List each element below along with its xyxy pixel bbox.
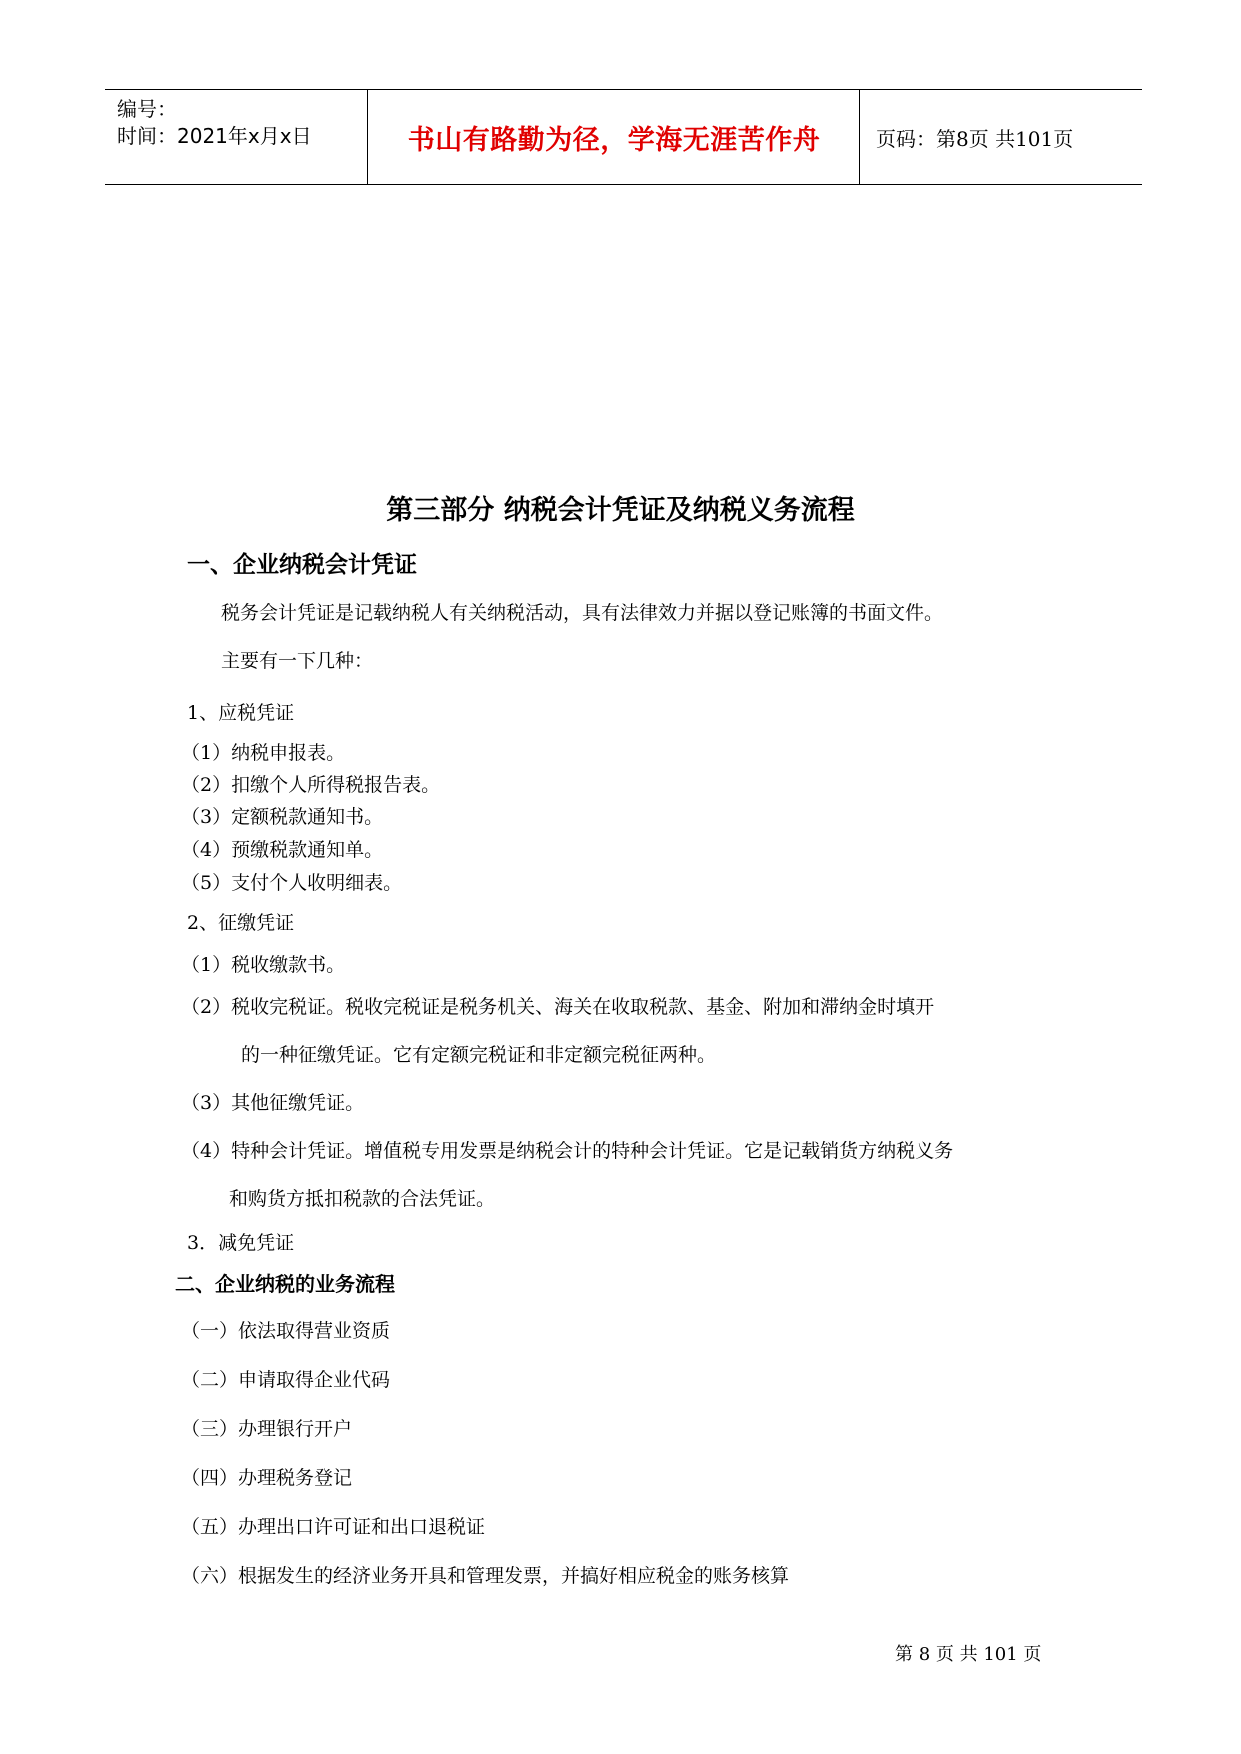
section1-intro: 税务会计凭证是记载纳税人有关纳税活动，具有法律效力并据以登记账簿的书面文件。 bbox=[221, 602, 944, 624]
page-footer: 第 8 页 共 101 页 bbox=[895, 1644, 1042, 1665]
list-item: （二）申请取得企业代码 bbox=[181, 1369, 391, 1391]
list-item: （三）办理银行开户 bbox=[181, 1418, 353, 1440]
list-item: （4）特种会计凭证。增值税专用发票是纳税会计的特种会计凭证。它是记载销货方纳税义务 bbox=[181, 1140, 954, 1162]
list-item-continuation: 的一种征缴凭证。它有定额完税证和非定额完税征两种。 bbox=[241, 1044, 717, 1066]
list-item: （4）预缴税款通知单。 bbox=[181, 839, 384, 861]
header-meta bbox=[105, 90, 368, 184]
item3-heading: 3．减免凭证 bbox=[187, 1232, 295, 1254]
list-item: （1）税收缴款书。 bbox=[181, 954, 346, 976]
list-item: （3）定额税款通知书。 bbox=[181, 806, 384, 828]
header-motto: 书山有路勤为径，学海无涯苦作舟 bbox=[369, 90, 860, 184]
list-item: （六）根据发生的经济业务开具和管理发票，并搞好相应税金的账务核算 bbox=[181, 1565, 790, 1587]
serial-label: 编号： bbox=[117, 97, 177, 121]
list-item: （一）依法取得营业资质 bbox=[181, 1320, 391, 1342]
list-item: （2）税收完税证。税收完税证是税务机关、海关在收取税款、基金、附加和滞纳金时填开 bbox=[181, 996, 935, 1018]
section2-heading: 二、企业纳税的业务流程 bbox=[175, 1272, 395, 1296]
list-item: （1）纳税申报表。 bbox=[181, 742, 346, 764]
list-item: （四）办理税务登记 bbox=[181, 1467, 353, 1489]
item1-heading: 1、应税凭证 bbox=[187, 702, 295, 724]
time-label: 时间：2021年x月x日 bbox=[117, 124, 312, 148]
section1-heading: 一、企业纳税会计凭证 bbox=[187, 552, 417, 578]
document-title: 第三部分 纳税会计凭证及纳税义务流程 bbox=[386, 495, 855, 526]
list-item: （5）支付个人收明细表。 bbox=[181, 872, 403, 894]
header-page-info: 页码：第8页 共101页 bbox=[876, 126, 1074, 151]
section1-types-intro: 主要有一下几种： bbox=[221, 650, 374, 672]
list-item: （2）扣缴个人所得税报告表。 bbox=[181, 774, 441, 796]
item2-heading: 2、征缴凭证 bbox=[187, 912, 295, 934]
list-item-continuation: 和购货方抵扣税款的合法凭证。 bbox=[229, 1188, 496, 1210]
page-header bbox=[105, 89, 1142, 185]
list-item: （五）办理出口许可证和出口退税证 bbox=[181, 1516, 486, 1538]
list-item: （3）其他征缴凭证。 bbox=[181, 1092, 365, 1114]
